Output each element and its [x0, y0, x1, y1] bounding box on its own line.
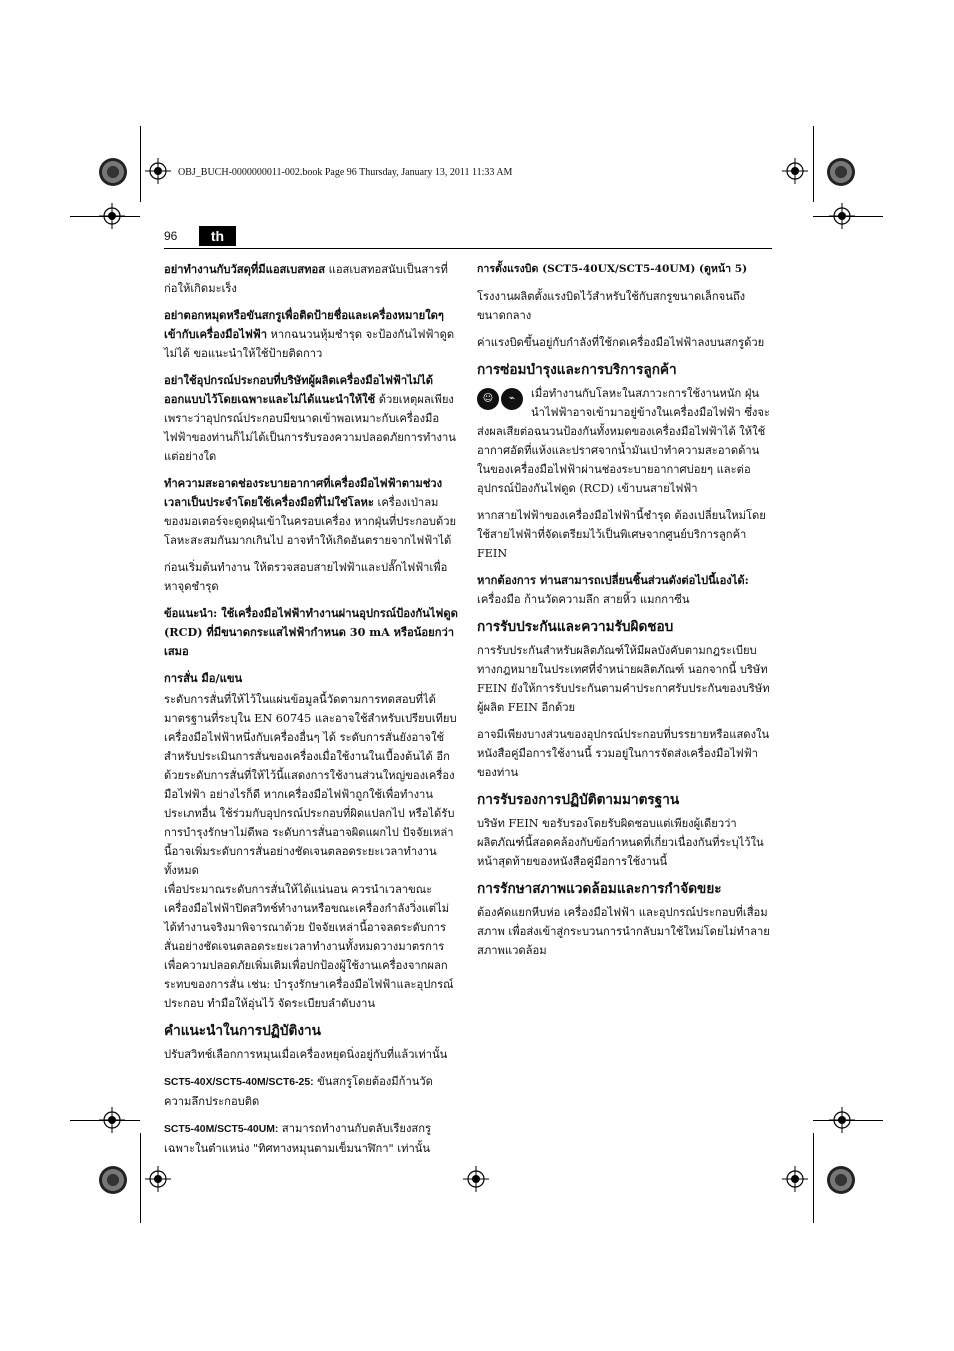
paragraph: ทำความสะอาดช่องระบายอากาศที่เครื่องมือไฟฟ้าตามช่วงเวลาเป็นประจำโดยใช้เครื่องมือที่ไม่ใช่โลหะ เครื่องเป่าลมของมอเตอร์จะดูดฝุ่นเข้าในครอบเครื่อง หากฝุ่นที่ประกอบด้วยโลหะสะสมกันมากเกินไป อาจทำให้เกิดอันตรายจากไฟฟ้าได้ — [164, 476, 457, 547]
paragraph: SCT5-40X/SCT5-40M/SCT6-25: ขันสกรูโดยต้องมีก้านวัดความลึกประกอบติด — [164, 1075, 433, 1108]
paragraph: หากต้องการ ท่านสามารถเปลี่ยนชิ้นส่วนดังต่อไปนี้เองได้: เครื่องมือ ก้านวัดความลึก สายหิ้ว แมกกาซีน — [477, 573, 749, 606]
paragraph: ระดับการสั่นที่ให้ไว้ในแผ่นข้อมูลนี้วัดตามการทดสอบที่ได้มาตรฐานที่ระบุใน EN 60745 และอาจใช้สำหรับเปรียบเทียบเครื่องมือไฟฟ้าหนึ่งกับเครื่องอื่นๆ ได้ ระดับการสั่นยังอาจใช้สำหรับประเมินการสั่นของเครื่องเมื่อใช้งานในเบื้องต้นได้ อีกด้วยระดับการสั่นที่ให้ไว้นี้แสดงการใช้งานส่วนใหญ่ของเครื่องมือไฟฟ้า อย่างไรก็ดี หากเครื่องมือไฟฟ้าถูกใช้เพื่อทำงานประเภทอื่น ใช้ร่วมกับอุปกรณ์ประกอบที่ผิดแปลกไป หรือได้รับการบำรุงรักษาไม่ดีพอ ระดับการสั่นอาจผิดแผกไป ปัจจัยเหล่านี้อาจเพิ่มระดับการสั่นอย่างชัดเจนตลอดระยะเวลาทำงานทั้งหมด — [164, 693, 457, 877]
registration-mark-icon — [145, 1166, 171, 1192]
vacuum-icon: ⌁ — [501, 388, 523, 410]
section-heading-service: การซ่อมบำรุงและการบริการลูกค้า — [477, 362, 677, 378]
header-rule — [164, 248, 772, 249]
print-mark-disc — [827, 1166, 855, 1194]
crop-line — [813, 216, 883, 217]
paragraph: ☺ ⌁ เมื่อทำงานกับโลหะในสภาวะการใช้งานหนัก ฝุ่นนำไฟฟ้าอาจเข้ามาอยู่ข้างในเครื่องมือไฟฟ้า ซึ่งจะส่งผลเสียต่อฉนวนป้องกันทั้งหมดของเครื่องมือไฟฟ้าได้ ให้ใช้อากาศอัดที่แห้งและปราศจากน้ำมันเป่าทำความสะอาดด้านในของเครื่องมือไฟฟ้าผ่านช่องระบายอากาศบ่อยๆ และต่ออุปกรณ์ป้องกันไฟดูด (RCD) เข้าบนสายไฟฟ้า — [477, 387, 770, 495]
crop-line — [813, 1120, 883, 1121]
section-heading-warranty: การรับประกันและความรับผิดชอบ — [477, 619, 674, 635]
paragraph: เพื่อประมาณระดับการสั่นให้ได้แน่นอน ควรนำเวลาขณะเครื่องมือไฟฟ้าปิดสวิทช์ทำงานหรือขณะเครื่องกำลังวิ่งแต่ไม่ได้ทำงานจริงมาพิจารณาด้วย ปัจจัยเหล่านี้อาจลดระดับการสั่นอย่างชัดเจนตลอดระยะเวลาทำงานทั้งหมดวางมาตรการเพื่อความปลอดภัยเพิ่มเติมเพื่อปกป้องผู้ใช้งานเครื่องจากผลกระทบของการสั่น เช่น: บำรุงรักษาเครื่องมือไฟฟ้าและอุปกรณ์ประกอบ ทำมือให้อุ่นไว้ จัดระเบียบลำดับงาน — [164, 883, 454, 1010]
paragraph: ต้องคัดแยกหีบห่อ เครื่องมือไฟฟ้า และอุปกรณ์ประกอบที่เสื่อมสภาพ เพื่อส่งเข้าสู่กระบวนการนำกลับมาใช้ใหม่โดยไม่ทำลายสภาพแวดล้อม — [477, 906, 770, 957]
right-column — [477, 260, 771, 968]
crop-line — [140, 1133, 141, 1223]
paragraph: หากสายไฟฟ้าของเครื่องมือไฟฟ้านี้ชำรุด ต้องเปลี่ยนใหม่โดยใช้สายไฟฟ้าที่จัดเตรียมไว้เป็นพิเศษจากศูนย์บริการลูกค้า FEIN — [477, 509, 766, 560]
section-heading-conformity: การรับรองการปฏิบัติตามมาตรฐาน — [477, 792, 680, 808]
language-tab: th — [199, 226, 236, 246]
crop-line — [70, 1120, 140, 1121]
left-column — [164, 260, 458, 1166]
paragraph: ปรับสวิทช์เลือกการหมุนเมื่อเครื่องหยุดนิ่งอยู่กับที่แล้วเท่านั้น — [164, 1048, 448, 1061]
paragraph: ก่อนเริ่มต้นทำงาน ให้ตรวจสอบสายไฟฟ้าและปลั๊กไฟฟ้าเพื่อหาจุดชำรุด — [164, 561, 448, 593]
paragraph: อาจมีเพียงบางส่วนของอุปกรณ์ประกอบที่บรรยายหรือแสดงในหนังสือคู่มือการใช้งานนี้ รวมอยู่ในการจัดส่งเครื่องมือไฟฟ้าของท่าน — [477, 728, 770, 779]
paragraph: อย่าทำงานกับวัสดุที่มีแอสเบสทอส แอสเบสทอสนับเป็นสารที่ก่อให้เกิดมะเร็ง — [164, 262, 448, 295]
print-mark-disc — [827, 158, 855, 186]
paragraph: การรับประกันสำหรับผลิตภัณฑ์ให้มีผลบังคับตามกฎระเบียบทางกฎหมายในประเทศที่จำหน่ายผลิตภัณฑ์ นอกจากนี้ บริษัท FEIN ยังให้การรับประกันตามคำประกาศรับประกันของบริษัทผู้ผลิต FEIN อีกด้วย — [477, 644, 770, 714]
icon-group — [477, 388, 525, 410]
registration-mark-icon — [463, 1166, 489, 1192]
paragraph: อย่าตอกหมุดหรือขันสกรูเพื่อติดป้ายชื่อและเครื่องหมายใดๆ เข้ากับเครื่องมือไฟฟ้า หากฉนวนหุ้มชำรุด จะป้องกันไฟฟ้าดูดไม่ได้ ขอแนะนำให้ใช้ป้ายติดกาว — [164, 308, 455, 360]
crop-line — [813, 126, 814, 202]
section-heading-operation: คำแนะนำในการปฏิบัติงาน — [164, 1023, 321, 1039]
paragraph: SCT5-40M/SCT5-40UM: สามารถทำงานกับตลับเรียงสกรูเฉพาะในตำแหน่ง "ทิศทางหมุนตามเข็มนาฬิกา" เท่านั้น — [164, 1122, 432, 1155]
print-header: OBJ_BUCH-0000000011-002.book Page 96 Thursday, January 13, 2011 11:33 AM — [178, 167, 513, 178]
vibration-heading: การสั่น มือ/แขน — [164, 671, 243, 685]
registration-mark-icon — [782, 1166, 808, 1192]
page-number: 96 — [164, 229, 178, 243]
print-mark-disc — [99, 1166, 127, 1194]
paragraph: โรงงานผลิตตั้งแรงบิดไว้สำหรับใช้กับสกรูขนาดเล็กจนถึงขนาดกลาง — [477, 290, 746, 322]
crop-line — [140, 126, 141, 202]
mask-icon: ☺ — [477, 388, 499, 410]
paragraph: อย่าใช้อุปกรณ์ประกอบที่บริษัทผู้ผลิตเครื่องมือไฟฟ้าไม่ได้ออกแบบไว้โดยเฉพาะและไม่ได้แนะนำให้ใช้ ด้วยเหตุผลเพียงเพราะว่าอุปกรณ์ประกอบมีขนาดเข้าพอเหมาะกับเครื่องมือไฟฟ้าของท่านก็ไม่ได้เป็นการรับรองความปลอดภัยการทำงานแต่อย่างใด — [164, 373, 456, 463]
crop-line — [70, 216, 140, 217]
torque-heading: การตั้งแรงบิด (SCT5-40UX/SCT5-40UM) (ดูหน้า 5) — [477, 263, 748, 275]
paragraph: บริษัท FEIN ขอรับรองโดยรับผิดชอบแต่เพียงผู้เดียวว่าผลิตภัณฑ์นี้สอดคล้องกับข้อกำหนดที่เกี่ยวเนื่องกันที่ระบุไว้ในหน้าสุดท้ายของหนังสือคู่มือการใช้งานนี้ — [477, 817, 764, 868]
crop-line — [813, 1133, 814, 1223]
registration-mark-icon — [145, 158, 171, 184]
safety-tip: ข้อแนะนำ: ใช้เครื่องมือไฟฟ้าทำงานผ่านอุปกรณ์ป้องกันไฟดูด (RCD) ที่มีขนาดกระแสไฟฟ้ากำหนด 30 mA หรือน้อยกว่าเสมอ — [164, 606, 458, 658]
print-mark-disc — [99, 158, 127, 186]
paragraph: ค่าแรงบิดขึ้นอยู่กับกำลังที่ใช้กดเครื่องมือไฟฟ้าลงบนสกรูด้วย — [477, 336, 765, 349]
registration-mark-icon — [782, 158, 808, 184]
section-heading-environment: การรักษาสภาพแวดล้อมและการกำจัดขยะ — [477, 881, 722, 897]
